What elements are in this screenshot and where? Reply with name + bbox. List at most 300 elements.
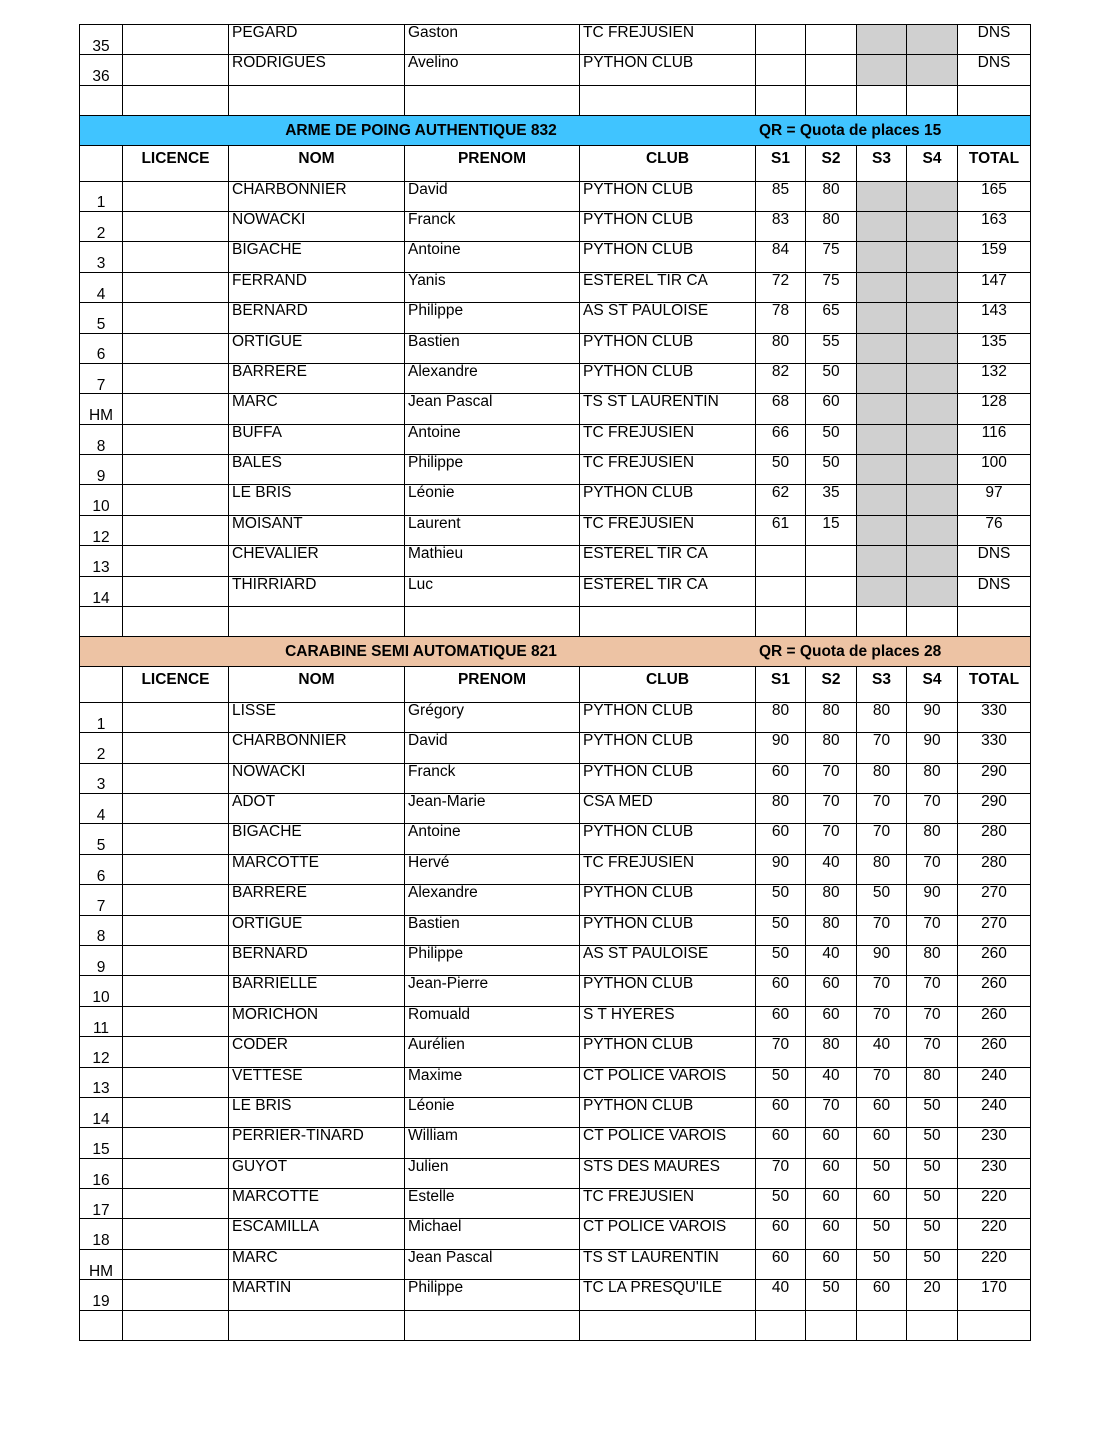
cell-total: 230 bbox=[958, 1128, 1031, 1158]
cell-s4: 70 bbox=[907, 854, 958, 884]
cell-s3: 40 bbox=[857, 1037, 907, 1067]
cell-rank: 36 bbox=[80, 55, 123, 85]
cell-total: 132 bbox=[958, 363, 1031, 393]
cell-s2: 80 bbox=[806, 733, 857, 763]
cell-prenom: Romuald bbox=[405, 1006, 580, 1036]
cell-s4: 70 bbox=[907, 1037, 958, 1067]
cell-nom: LE BRIS bbox=[229, 1097, 405, 1127]
cell-rank: 1 bbox=[80, 181, 123, 211]
cell-total: 240 bbox=[958, 1097, 1031, 1127]
column-header-row bbox=[80, 146, 1031, 181]
column-header-s3: S3 bbox=[857, 667, 907, 702]
cell-s4: 50 bbox=[907, 1189, 958, 1219]
cell-s4: 50 bbox=[907, 1128, 958, 1158]
cell-s4: 80 bbox=[907, 824, 958, 854]
cell-s2: 40 bbox=[806, 854, 857, 884]
cell-s2: 50 bbox=[806, 363, 857, 393]
section-quota: QR = Quota de places 15 bbox=[759, 121, 942, 139]
cell-nom: BERNARD bbox=[229, 303, 405, 333]
cell-nom: LISSE bbox=[229, 702, 405, 732]
table-row bbox=[80, 272, 1031, 302]
cell-s1: 60 bbox=[756, 824, 806, 854]
column-header-s2: S2 bbox=[806, 667, 857, 702]
cell-nom: MARC bbox=[229, 394, 405, 424]
cell-nom: BALES bbox=[229, 455, 405, 485]
cell-rank: 3 bbox=[80, 242, 123, 272]
empty-cell bbox=[229, 607, 405, 637]
cell-club: PYTHON CLUB bbox=[580, 1037, 756, 1067]
cell-s4 bbox=[907, 242, 958, 272]
cell-total: DNS bbox=[958, 55, 1031, 85]
cell-club: PYTHON CLUB bbox=[580, 733, 756, 763]
empty-cell bbox=[405, 1310, 580, 1340]
cell-club: TC FREJUSIEN bbox=[580, 854, 756, 884]
cell-prenom: Grégory bbox=[405, 702, 580, 732]
cell-total: 260 bbox=[958, 945, 1031, 975]
empty-cell bbox=[958, 607, 1031, 637]
cell-licence bbox=[123, 885, 229, 915]
cell-s4 bbox=[907, 485, 958, 515]
cell-nom: BUFFA bbox=[229, 424, 405, 454]
cell-total: 270 bbox=[958, 885, 1031, 915]
cell-s2: 35 bbox=[806, 485, 857, 515]
table-row bbox=[80, 854, 1031, 884]
cell-s1: 50 bbox=[756, 915, 806, 945]
cell-total: 260 bbox=[958, 1006, 1031, 1036]
cell-club: CSA MED bbox=[580, 793, 756, 823]
cell-club: TC FREJUSIEN bbox=[580, 25, 756, 55]
cell-club: PYTHON CLUB bbox=[580, 333, 756, 363]
cell-nom: NOWACKI bbox=[229, 763, 405, 793]
cell-rank: 16 bbox=[80, 1158, 123, 1188]
section-title: ARME DE POING AUTHENTIQUE 832 bbox=[285, 121, 557, 139]
cell-licence bbox=[123, 1219, 229, 1249]
cell-prenom: Alexandre bbox=[405, 363, 580, 393]
cell-rank: 17 bbox=[80, 1189, 123, 1219]
cell-total: 270 bbox=[958, 915, 1031, 945]
column-header-s1: S1 bbox=[756, 667, 806, 702]
empty-cell bbox=[958, 1310, 1031, 1340]
cell-nom: ESCAMILLA bbox=[229, 1219, 405, 1249]
table-row bbox=[80, 1249, 1031, 1279]
cell-licence bbox=[123, 272, 229, 302]
cell-s2: 70 bbox=[806, 763, 857, 793]
empty-cell bbox=[806, 607, 857, 637]
cell-nom: GUYOT bbox=[229, 1158, 405, 1188]
cell-licence bbox=[123, 55, 229, 85]
cell-licence bbox=[123, 1189, 229, 1219]
column-header-rank bbox=[80, 146, 123, 181]
cell-club: PYTHON CLUB bbox=[580, 181, 756, 211]
cell-s3: 70 bbox=[857, 976, 907, 1006]
cell-prenom: Gaston bbox=[405, 25, 580, 55]
cell-licence bbox=[123, 424, 229, 454]
cell-club: TC FREJUSIEN bbox=[580, 424, 756, 454]
cell-rank: 19 bbox=[80, 1280, 123, 1310]
empty-cell bbox=[405, 607, 580, 637]
cell-s4: 50 bbox=[907, 1249, 958, 1279]
cell-s3 bbox=[857, 485, 907, 515]
cell-licence bbox=[123, 455, 229, 485]
cell-s1 bbox=[756, 25, 806, 55]
cell-total: DNS bbox=[958, 546, 1031, 576]
empty-cell bbox=[405, 85, 580, 115]
cell-nom: BARRERE bbox=[229, 885, 405, 915]
column-header-total: TOTAL bbox=[958, 146, 1031, 181]
cell-s3 bbox=[857, 546, 907, 576]
cell-s3: 50 bbox=[857, 1249, 907, 1279]
section-header-cell bbox=[80, 637, 1031, 667]
table-row bbox=[80, 702, 1031, 732]
cell-licence bbox=[123, 1158, 229, 1188]
cell-rank: 2 bbox=[80, 211, 123, 241]
cell-prenom: Antoine bbox=[405, 242, 580, 272]
cell-nom: ADOT bbox=[229, 793, 405, 823]
cell-prenom: Estelle bbox=[405, 1189, 580, 1219]
cell-s1: 90 bbox=[756, 733, 806, 763]
cell-rank: 14 bbox=[80, 1097, 123, 1127]
cell-prenom: David bbox=[405, 181, 580, 211]
cell-prenom: Léonie bbox=[405, 1097, 580, 1127]
cell-club: PYTHON CLUB bbox=[580, 211, 756, 241]
table-row bbox=[80, 1067, 1031, 1097]
cell-prenom: Jean Pascal bbox=[405, 1249, 580, 1279]
column-header-s4: S4 bbox=[907, 146, 958, 181]
cell-prenom: Mathieu bbox=[405, 546, 580, 576]
cell-club: PYTHON CLUB bbox=[580, 702, 756, 732]
empty-cell bbox=[958, 85, 1031, 115]
cell-total: 165 bbox=[958, 181, 1031, 211]
cell-total: 135 bbox=[958, 333, 1031, 363]
cell-s2: 15 bbox=[806, 515, 857, 545]
empty-cell bbox=[756, 607, 806, 637]
cell-s1 bbox=[756, 55, 806, 85]
cell-s2: 70 bbox=[806, 793, 857, 823]
table-row bbox=[80, 515, 1031, 545]
cell-rank: 9 bbox=[80, 455, 123, 485]
cell-total: 260 bbox=[958, 1037, 1031, 1067]
cell-s1: 72 bbox=[756, 272, 806, 302]
cell-nom: MARCOTTE bbox=[229, 1189, 405, 1219]
cell-s3: 50 bbox=[857, 1219, 907, 1249]
cell-licence bbox=[123, 394, 229, 424]
cell-s2: 70 bbox=[806, 1097, 857, 1127]
empty-cell bbox=[907, 1310, 958, 1340]
cell-s3 bbox=[857, 272, 907, 302]
cell-prenom: Alexandre bbox=[405, 885, 580, 915]
cell-licence bbox=[123, 1128, 229, 1158]
cell-club: PYTHON CLUB bbox=[580, 55, 756, 85]
cell-s4: 80 bbox=[907, 1067, 958, 1097]
cell-s1: 70 bbox=[756, 1037, 806, 1067]
cell-total: 240 bbox=[958, 1067, 1031, 1097]
cell-s1: 60 bbox=[756, 763, 806, 793]
cell-club: TC LA PRESQU'ILE bbox=[580, 1280, 756, 1310]
cell-rank: 15 bbox=[80, 1128, 123, 1158]
cell-s3: 70 bbox=[857, 915, 907, 945]
cell-licence bbox=[123, 515, 229, 545]
cell-prenom: Philippe bbox=[405, 303, 580, 333]
cell-licence bbox=[123, 1067, 229, 1097]
cell-licence bbox=[123, 211, 229, 241]
cell-s4 bbox=[907, 394, 958, 424]
cell-s2 bbox=[806, 576, 857, 606]
cell-s1: 50 bbox=[756, 945, 806, 975]
cell-nom: RODRIGUES bbox=[229, 55, 405, 85]
cell-s3 bbox=[857, 303, 907, 333]
column-header-s4: S4 bbox=[907, 667, 958, 702]
cell-licence bbox=[123, 333, 229, 363]
cell-s3: 60 bbox=[857, 1280, 907, 1310]
cell-licence bbox=[123, 1280, 229, 1310]
cell-s1: 60 bbox=[756, 976, 806, 1006]
cell-total: 147 bbox=[958, 272, 1031, 302]
cell-licence bbox=[123, 763, 229, 793]
empty-cell bbox=[580, 1310, 756, 1340]
cell-s4 bbox=[907, 546, 958, 576]
cell-rank: 5 bbox=[80, 824, 123, 854]
cell-rank: 8 bbox=[80, 424, 123, 454]
cell-s1: 61 bbox=[756, 515, 806, 545]
empty-cell bbox=[756, 85, 806, 115]
cell-s2: 60 bbox=[806, 1006, 857, 1036]
cell-total: 170 bbox=[958, 1280, 1031, 1310]
cell-club: PYTHON CLUB bbox=[580, 885, 756, 915]
table-row bbox=[80, 424, 1031, 454]
results-table-body bbox=[80, 25, 1031, 1341]
empty-cell bbox=[229, 85, 405, 115]
cell-licence bbox=[123, 242, 229, 272]
cell-s1: 70 bbox=[756, 1158, 806, 1188]
cell-nom: BARRIELLE bbox=[229, 976, 405, 1006]
column-header-club: CLUB bbox=[580, 146, 756, 181]
cell-prenom: Philippe bbox=[405, 455, 580, 485]
cell-total: 143 bbox=[958, 303, 1031, 333]
cell-prenom: Avelino bbox=[405, 55, 580, 85]
cell-rank: 12 bbox=[80, 1037, 123, 1067]
section-title: CARABINE SEMI AUTOMATIQUE 821 bbox=[285, 643, 557, 661]
table-row bbox=[80, 945, 1031, 975]
cell-s1: 90 bbox=[756, 854, 806, 884]
cell-prenom: Franck bbox=[405, 763, 580, 793]
cell-s2: 75 bbox=[806, 272, 857, 302]
cell-s3 bbox=[857, 424, 907, 454]
cell-s2 bbox=[806, 546, 857, 576]
cell-s3 bbox=[857, 25, 907, 55]
cell-licence bbox=[123, 1097, 229, 1127]
cell-club: AS ST PAULOISE bbox=[580, 945, 756, 975]
cell-s3: 60 bbox=[857, 1097, 907, 1127]
cell-s2 bbox=[806, 55, 857, 85]
cell-s3 bbox=[857, 363, 907, 393]
cell-total: 220 bbox=[958, 1189, 1031, 1219]
cell-total: 290 bbox=[958, 793, 1031, 823]
cell-prenom: Philippe bbox=[405, 1280, 580, 1310]
cell-club: PYTHON CLUB bbox=[580, 915, 756, 945]
cell-licence bbox=[123, 363, 229, 393]
cell-s4: 70 bbox=[907, 915, 958, 945]
cell-s2: 55 bbox=[806, 333, 857, 363]
table-row bbox=[80, 1037, 1031, 1067]
cell-total: 220 bbox=[958, 1249, 1031, 1279]
cell-s4: 90 bbox=[907, 733, 958, 763]
table-row bbox=[80, 55, 1031, 85]
cell-s3: 60 bbox=[857, 1189, 907, 1219]
empty-cell bbox=[123, 85, 229, 115]
cell-s2: 40 bbox=[806, 945, 857, 975]
cell-s2: 75 bbox=[806, 242, 857, 272]
cell-club: AS ST PAULOISE bbox=[580, 303, 756, 333]
cell-s4: 50 bbox=[907, 1158, 958, 1188]
column-header-prenom: PRENOM bbox=[405, 667, 580, 702]
cell-prenom: Léonie bbox=[405, 485, 580, 515]
cell-rank: 4 bbox=[80, 793, 123, 823]
empty-cell bbox=[857, 607, 907, 637]
cell-s3 bbox=[857, 55, 907, 85]
cell-s3: 70 bbox=[857, 1067, 907, 1097]
empty-cell bbox=[907, 85, 958, 115]
cell-rank: 14 bbox=[80, 576, 123, 606]
cell-nom: NOWACKI bbox=[229, 211, 405, 241]
cell-licence bbox=[123, 1249, 229, 1279]
cell-total: 116 bbox=[958, 424, 1031, 454]
cell-s1: 85 bbox=[756, 181, 806, 211]
cell-s3 bbox=[857, 455, 907, 485]
table-row bbox=[80, 576, 1031, 606]
cell-s4 bbox=[907, 55, 958, 85]
empty-row bbox=[80, 85, 1031, 115]
cell-nom: MARTIN bbox=[229, 1280, 405, 1310]
cell-club: PYTHON CLUB bbox=[580, 1097, 756, 1127]
cell-rank: 4 bbox=[80, 272, 123, 302]
cell-s1: 60 bbox=[756, 1249, 806, 1279]
cell-nom: FERRAND bbox=[229, 272, 405, 302]
cell-total: 100 bbox=[958, 455, 1031, 485]
cell-nom: PERRIER-TINARD bbox=[229, 1128, 405, 1158]
section-quota: QR = Quota de places 28 bbox=[759, 643, 942, 661]
cell-s3 bbox=[857, 242, 907, 272]
empty-cell bbox=[80, 1310, 123, 1340]
cell-s2: 80 bbox=[806, 915, 857, 945]
cell-s4: 50 bbox=[907, 1219, 958, 1249]
cell-nom: ORTIGUE bbox=[229, 915, 405, 945]
cell-total: 159 bbox=[958, 242, 1031, 272]
cell-rank: 9 bbox=[80, 945, 123, 975]
cell-total: 76 bbox=[958, 515, 1031, 545]
cell-s4 bbox=[907, 25, 958, 55]
table-row bbox=[80, 242, 1031, 272]
cell-nom: BIGACHE bbox=[229, 242, 405, 272]
cell-prenom: Bastien bbox=[405, 915, 580, 945]
cell-club: ESTEREL TIR CA bbox=[580, 576, 756, 606]
cell-prenom: Jean Pascal bbox=[405, 394, 580, 424]
cell-licence bbox=[123, 854, 229, 884]
cell-s2: 65 bbox=[806, 303, 857, 333]
cell-s2: 60 bbox=[806, 1249, 857, 1279]
cell-total: 163 bbox=[958, 211, 1031, 241]
cell-s2: 80 bbox=[806, 211, 857, 241]
cell-licence bbox=[123, 976, 229, 1006]
table-row bbox=[80, 1158, 1031, 1188]
cell-licence bbox=[123, 733, 229, 763]
column-header-row bbox=[80, 667, 1031, 702]
cell-s4: 90 bbox=[907, 885, 958, 915]
cell-prenom: Jean-Pierre bbox=[405, 976, 580, 1006]
cell-s1: 80 bbox=[756, 333, 806, 363]
cell-club: CT POLICE VAROIS bbox=[580, 1067, 756, 1097]
cell-club: PYTHON CLUB bbox=[580, 824, 756, 854]
cell-s4: 70 bbox=[907, 976, 958, 1006]
column-header-licence: LICENCE bbox=[123, 667, 229, 702]
table-row bbox=[80, 303, 1031, 333]
cell-s2: 60 bbox=[806, 394, 857, 424]
cell-s1: 60 bbox=[756, 1128, 806, 1158]
cell-s3: 70 bbox=[857, 824, 907, 854]
column-header-club: CLUB bbox=[580, 667, 756, 702]
empty-cell bbox=[857, 85, 907, 115]
cell-s1: 50 bbox=[756, 1189, 806, 1219]
cell-s2 bbox=[806, 25, 857, 55]
cell-prenom: Hervé bbox=[405, 854, 580, 884]
cell-total: 290 bbox=[958, 763, 1031, 793]
cell-club: TC FREJUSIEN bbox=[580, 1189, 756, 1219]
cell-s3: 70 bbox=[857, 733, 907, 763]
table-row bbox=[80, 363, 1031, 393]
cell-prenom: Aurélien bbox=[405, 1037, 580, 1067]
cell-s2: 60 bbox=[806, 1189, 857, 1219]
empty-cell bbox=[580, 85, 756, 115]
cell-nom: MORICHON bbox=[229, 1006, 405, 1036]
cell-rank: 35 bbox=[80, 25, 123, 55]
table-row bbox=[80, 1219, 1031, 1249]
cell-s2: 60 bbox=[806, 1128, 857, 1158]
cell-total: DNS bbox=[958, 576, 1031, 606]
cell-licence bbox=[123, 25, 229, 55]
column-header-nom: NOM bbox=[229, 146, 405, 181]
cell-s4 bbox=[907, 363, 958, 393]
cell-rank: 5 bbox=[80, 303, 123, 333]
cell-s1: 62 bbox=[756, 485, 806, 515]
cell-s4: 50 bbox=[907, 1097, 958, 1127]
cell-s2: 70 bbox=[806, 824, 857, 854]
cell-nom: BIGACHE bbox=[229, 824, 405, 854]
cell-club: ESTEREL TIR CA bbox=[580, 272, 756, 302]
cell-licence bbox=[123, 546, 229, 576]
cell-s3 bbox=[857, 211, 907, 241]
cell-total: 280 bbox=[958, 854, 1031, 884]
cell-rank: 8 bbox=[80, 915, 123, 945]
cell-prenom: Michael bbox=[405, 1219, 580, 1249]
cell-prenom: Antoine bbox=[405, 824, 580, 854]
cell-prenom: Philippe bbox=[405, 945, 580, 975]
cell-s2: 50 bbox=[806, 455, 857, 485]
cell-s1: 82 bbox=[756, 363, 806, 393]
cell-s2: 50 bbox=[806, 424, 857, 454]
cell-rank: 6 bbox=[80, 333, 123, 363]
cell-rank: 7 bbox=[80, 885, 123, 915]
cell-prenom: Laurent bbox=[405, 515, 580, 545]
cell-nom: ORTIGUE bbox=[229, 333, 405, 363]
cell-s3 bbox=[857, 394, 907, 424]
cell-s2: 60 bbox=[806, 1158, 857, 1188]
column-header-licence: LICENCE bbox=[123, 146, 229, 181]
results-table bbox=[79, 24, 1031, 1341]
cell-s4: 90 bbox=[907, 702, 958, 732]
cell-prenom: Maxime bbox=[405, 1067, 580, 1097]
cell-s1: 60 bbox=[756, 1219, 806, 1249]
empty-cell bbox=[80, 607, 123, 637]
empty-cell bbox=[756, 1310, 806, 1340]
